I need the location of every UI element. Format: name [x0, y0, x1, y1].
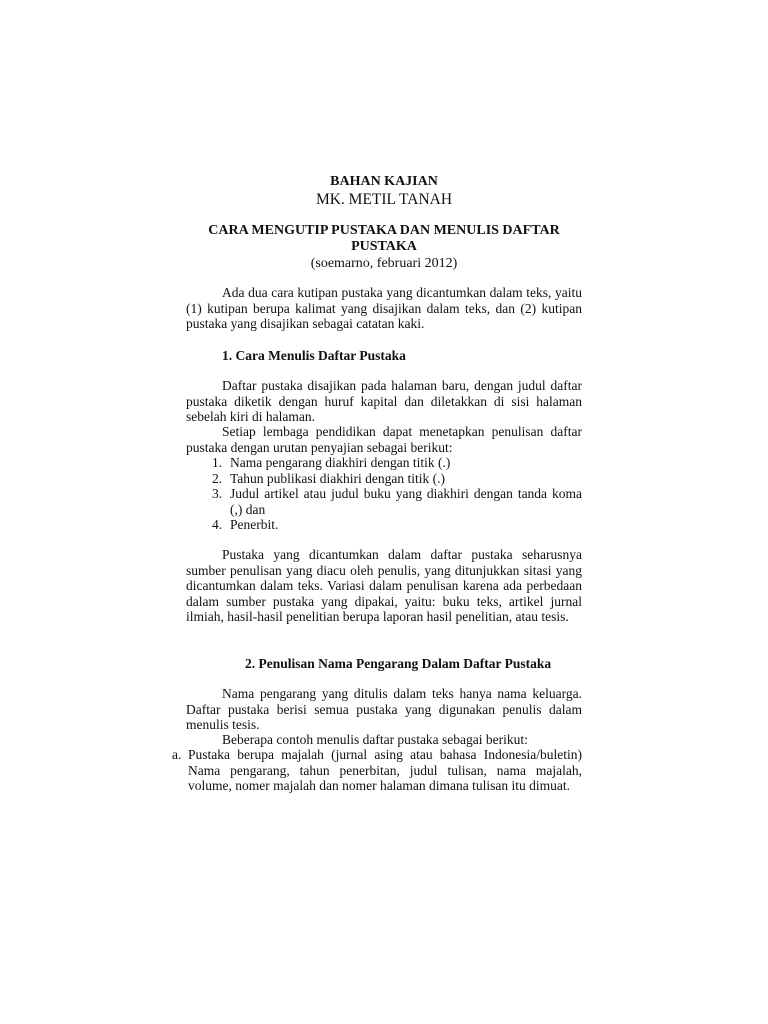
section1-list — [212, 455, 582, 533]
list-item-text: Judul artikel atau judul buku yang diakhiri dengan tanda koma (,) dan — [230, 486, 582, 517]
list-item-text: Penerbit. — [230, 517, 279, 532]
section1-paragraph-3: Pustaka yang dicantumkan dalam daftar pustaka seharusnya sumber penulisan yang diacu oleh penulis, yang ditunjukkan sitasi yang dicantumkan dalam teks. Variasi dalam penulisan karena ada perbedaan dalam sumber pustaka yang dipakai, yaitu: buku teks, artikel jurnal ilmiah, hasil-hasil penelitian berupa laporan hasil penelitian, atau tesis. — [186, 547, 582, 624]
list-item — [212, 486, 582, 517]
section1-paragraph-1: Daftar pustaka disajikan pada halaman baru, dengan judul daftar pustaka diketik dengan huruf kapital dan diletakkan di sisi halaman sebelah kiri di halaman. — [186, 378, 582, 424]
doc-label: BAHAN KAJIAN — [330, 174, 438, 189]
list-item-text: Nama pengarang diakhiri dengan titik (.) — [230, 455, 451, 470]
list-item — [212, 455, 582, 471]
section2-paragraph-2: Beberapa contoh menulis daftar pustaka sebagai berikut: — [222, 732, 528, 747]
list-item — [212, 471, 582, 487]
section1-paragraph-2: Setiap lembaga pendidikan dapat menetapkan penulisan daftar pustaka dengan urutan penyajian sebagai berikut: — [186, 424, 582, 455]
list-item-text: Tahun publikasi diakhiri dengan titik (.) — [230, 470, 446, 486]
intro-paragraph: Ada dua cara kutipan pustaka yang dicantumkan dalam teks, yaitu (1) kutipan berupa kalimat yang disajikan dalam teks, dan (2) kutipan pustaka yang disajikan sebagai catatan kaki. — [186, 285, 582, 331]
list-item — [172, 747, 582, 794]
section1-heading: 1. Cara Menulis Daftar Pustaka — [222, 348, 406, 363]
section2-paragraph-1: Nama pengarang yang ditulis dalam teks hanya nama keluarga. Daftar pustaka berisi semua pustaka yang digunakan penulis dalam menulis tesis. — [186, 686, 582, 732]
doc-title-line1: CARA MENGUTIP PUSTAKA DAN MENULIS DAFTAR — [208, 223, 560, 238]
section2-list — [172, 747, 582, 794]
course-name: MK. METIL TANAH — [315, 191, 453, 208]
section2-heading: 2. Penulisan Nama Pengarang Dalam Daftar Pustaka — [245, 656, 552, 671]
list-item-number: 1. — [212, 455, 223, 470]
doc-source: (soemarno, februari 2012) — [310, 256, 458, 271]
list-item — [212, 517, 582, 533]
list-item-number: 3. — [212, 486, 223, 501]
list-item-letter: a. — [172, 747, 182, 762]
doc-title-line2: PUSTAKA — [351, 239, 417, 254]
list-item-text: Pustaka berupa majalah (jurnal asing atau bahasa Indonesia/buletin) Nama pengarang, tahun penerbitan, judul tulisan, nama majalah, volume, nomer majalah dan nomer halaman dimana tulisan itu dimuat. — [188, 747, 582, 793]
list-item-number: 4. — [212, 517, 223, 532]
list-item-number: 2. — [212, 470, 223, 486]
